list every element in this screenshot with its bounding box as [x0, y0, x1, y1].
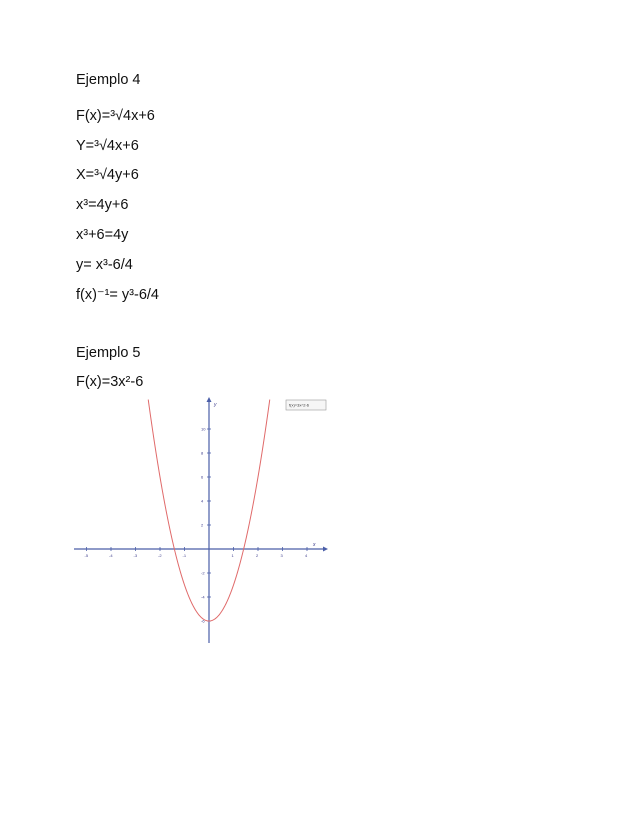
ejemplo4-line-2: Y=³√4x+6	[76, 138, 139, 154]
x-tick-label: 4	[305, 553, 308, 558]
legend-label: f(x)=3x^2-6	[289, 402, 309, 408]
x-tick-label: -2	[158, 553, 162, 558]
y-tick-label: 4	[201, 498, 204, 504]
x-tick-label: -5	[84, 553, 89, 558]
ejemplo4-line-7: f(x)⁻¹= y³-6/4	[76, 287, 159, 303]
y-tick-label: 2	[201, 522, 204, 528]
x-axis-label: x	[313, 542, 316, 548]
ejemplo4-line-1: F(x)=³√4x+6	[76, 108, 155, 124]
x-tick-label: 1	[231, 553, 234, 558]
y-axis-arrow	[207, 397, 212, 402]
y-tick-label: 8	[201, 450, 204, 456]
ejemplo4-line-3: X=³√4y+6	[76, 167, 139, 183]
x-tick-label: 3	[280, 553, 283, 558]
y-tick-label: 6	[201, 474, 204, 480]
y-tick-label: -6	[201, 618, 205, 624]
x-tick-label: 2	[256, 553, 259, 558]
ejemplo5-heading: Ejemplo 5	[76, 345, 141, 361]
ejemplo4-line-6: y= x³-6/4	[76, 257, 133, 273]
x-tick-label: -3	[133, 553, 138, 558]
y-tick-label: -4	[201, 594, 205, 600]
ejemplo5-function: F(x)=3x²-6	[76, 374, 144, 390]
function-graph	[60, 395, 340, 650]
ejemplo4-line-4: x³=4y+6	[76, 197, 129, 213]
y-axis-label: y	[214, 402, 217, 408]
x-tick-label: -1	[182, 553, 187, 558]
y-tick-label: 10	[201, 426, 206, 432]
ejemplo4-heading: Ejemplo 4	[76, 72, 141, 88]
x-tick-label: -4	[109, 553, 113, 558]
ejemplo4-line-5: x³+6=4y	[76, 227, 129, 243]
y-tick-label: -2	[201, 570, 205, 576]
x-axis-arrow	[323, 547, 328, 552]
